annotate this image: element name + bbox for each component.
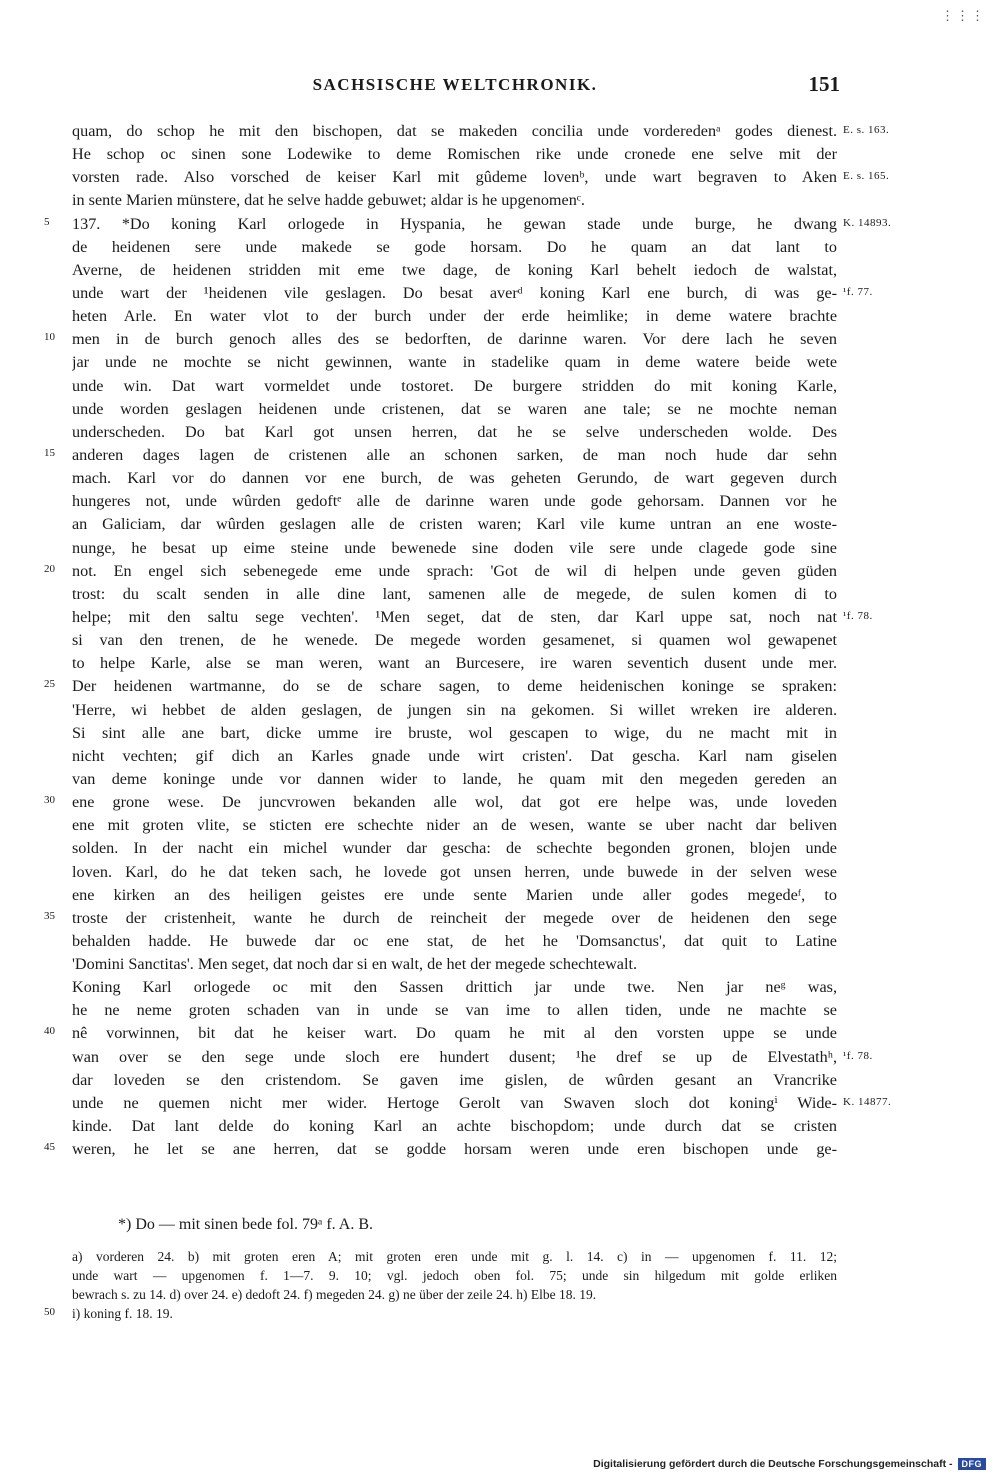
line-text: a) vorderen 24. b) mit groten eren A; mit groten eren unde mit g. l. 14. c) in — upgenomen f. 11. 12; <box>72 1249 837 1264</box>
text-line <box>0 213 1000 236</box>
text-line <box>0 884 1000 907</box>
margin-reference: ¹f. 78. <box>843 609 873 622</box>
text-line <box>0 814 1000 837</box>
margin-reference: K. 14877. <box>843 1095 892 1108</box>
line-text: Averne, de heidenen stridden mit eme twe dage, de koning Karl behelt iedoch de walstat, <box>72 260 837 279</box>
line-text: de heidenen sere unde makede se gode horsam. Do he quam an dat lant to <box>72 237 837 256</box>
line-number: 25 <box>44 678 55 691</box>
line-text: heten Arle. En water vlot to der burch under der erde heimlike; in deme watere brachte <box>72 307 837 326</box>
line-number: 30 <box>44 794 55 807</box>
margin-reference: ¹f. 77. <box>843 285 873 298</box>
text-line <box>0 421 1000 444</box>
line-text: 'Herre, wi hebbet de alden geslagen, de jungen sin na gekomen. Si willet wreken ire alderen. <box>72 700 837 719</box>
footnote-line <box>0 1285 1000 1304</box>
footnote-line <box>0 1304 1000 1323</box>
text-line <box>0 953 1000 976</box>
page-number: 151 <box>808 72 840 96</box>
line-text: to helpe Karle, alse se man weren, want an Burcesere, ire waren seventich dusent unde mer. <box>72 654 837 673</box>
line-text: wan over se den sege unde sloch ere hundert dusent; ¹he dref se up de Elvestathʰ, <box>72 1047 837 1066</box>
line-text: an Galiciam, dar wûrden geslagen alle de cristen waren; Karl vile kume untran an ene woste- <box>72 515 837 534</box>
text-line <box>0 1046 1000 1069</box>
text-line <box>0 166 1000 189</box>
text-line <box>0 467 1000 490</box>
line-text: weren, he let se ane herren, dat se godde horsam weren unde eren bischopen unde ge- <box>72 1140 837 1159</box>
line-text: hungeres not, unde wûrden gedoftᵉ alle de darinne waren unde gode gehorsam. Dannen vor he <box>72 492 837 511</box>
line-number: 5 <box>44 215 50 228</box>
line-number: 10 <box>44 331 55 344</box>
footnote-line <box>0 1247 1000 1266</box>
body-text <box>0 120 1000 1161</box>
line-text: helpe; mit den saltu sege vechten'. ¹Men seget, dat de sten, dar Karl uppe sat, noch nat <box>72 607 837 626</box>
line-text: unde ne quemen nicht mer wider. Hertoge Gerolt van Swaven sloch dot koningⁱ Wide- <box>72 1093 837 1112</box>
line-text: anderen dages lagen de cristenen alle an schonen sarken, de man noch hude dar sehn <box>72 445 837 464</box>
line-text: ene mit groten vlite, se sticten ere schechte nider an de wesen, wante se uber nacht dar beliven <box>72 816 837 835</box>
running-title: SACHSISCHE WELTCHRONIK. <box>312 75 598 94</box>
page-corner-mark: ⋮⋮⋮ <box>941 8 986 23</box>
line-text: trost: du scalt senden in alle dine lant, samenen alle de megede, de sulen komen di to <box>72 584 837 603</box>
line-text: He schop oc sinen sone Lodewike to deme Romischen rike unde cronede ene selve mit der <box>72 145 837 164</box>
text-line <box>0 629 1000 652</box>
text-line <box>0 305 1000 328</box>
footnotes <box>0 1247 1000 1323</box>
margin-reference: E. s. 163. <box>843 124 890 136</box>
text-line <box>0 282 1000 305</box>
line-text: solden. In der nacht ein michel wunder dar gescha: de schechte begonden gronen, blojen unde <box>72 839 837 858</box>
line-text: van deme koninge unde vor dannen wider to lande, he quam mit den megeden gereden an <box>72 769 837 788</box>
footer-text: Digitalisierung gefördert durch die Deutsche Forschungsgemeinschaft - <box>593 1458 953 1470</box>
text-line <box>0 513 1000 536</box>
line-text: underscheden. Do bat Karl got unsen herren, dat he se selve underscheden wolde. Des <box>72 422 837 441</box>
text-line <box>0 837 1000 860</box>
text-line <box>0 930 1000 953</box>
digitization-footer <box>593 1458 986 1470</box>
line-number: 50 <box>44 1306 55 1318</box>
line-text: in sente Marien münstere, dat he selve hadde gebuwet; aldar is he upgenomenᶜ. <box>72 191 585 210</box>
line-text: unde wart der ¹heidenen vile geslagen. Do besat averᵈ koning Karl ene burch, di was ge- <box>72 283 837 302</box>
line-text: nê vorwinnen, bit dat he keiser wart. Do quam he mit al den vorsten uppe se unde <box>72 1024 837 1043</box>
line-text: loven. Karl, do he dat teken sach, he lovede got unsen herren, unde buwede in der selven wese <box>72 862 837 881</box>
line-text: unde worden geslagen heidenen unde cristenen, dat se waren ane tale; se ne mochte neman <box>72 399 837 418</box>
text-line <box>0 398 1000 421</box>
text-line <box>0 999 1000 1022</box>
main-footnote: *) Do — mit sinen bede fol. 79ᵃ f. A. B. <box>118 1216 374 1233</box>
line-text: 'Domini Sanctitas'. Men seget, dat noch dar si en walt, de het der megede schechtewalt. <box>72 955 638 974</box>
text-line <box>0 768 1000 791</box>
line-number: 15 <box>44 446 55 459</box>
text-line <box>0 606 1000 629</box>
page-header <box>70 72 840 103</box>
text-line <box>0 791 1000 814</box>
margin-reference: E. s. 165. <box>843 170 890 183</box>
line-text: unde wart — upgenomen f. 1—7. 9. 10; vgl. jedoch oben fol. 75; unde sin hilgedum mit golde erliken <box>72 1268 837 1283</box>
text-line <box>0 745 1000 768</box>
line-number: 20 <box>44 562 55 575</box>
line-text: si van den trenen, de he wenede. De megede worden gesamenet, si quamen wol gewapenet <box>72 631 837 650</box>
line-text: nunge, he besat up eime steine unde bewenede sine doden vile sere unde clagede gode sine <box>72 538 837 557</box>
line-text: vorsten rade. Also vorsched de keiser Karl mit gûdeme lovenᵇ, unde wart begraven to Aken <box>72 168 837 187</box>
text-line <box>0 444 1000 467</box>
line-text: Si sint alle ane bart, dicke umme ire bruste, wol gescapen to wige, du ne macht mit in <box>72 723 837 742</box>
line-text: behalden hadde. He buwede dar oc ene stat, de het he 'Domsanctus', dat quit to Latine <box>72 931 837 950</box>
text-line <box>0 1092 1000 1115</box>
text-line <box>0 976 1000 999</box>
text-line <box>0 1138 1000 1161</box>
text-line <box>0 537 1000 560</box>
text-line <box>0 1022 1000 1045</box>
line-text: kinde. Dat lant delde do koning Karl an achte bischopdom; unde durch dat se cristen <box>72 1117 837 1136</box>
line-text: quam, do schop he mit den bischopen, dat se makeden concilia unde vorderedenᵃ godes dienest. <box>72 122 837 140</box>
text-line <box>0 722 1000 745</box>
text-line <box>0 652 1000 675</box>
text-line <box>0 560 1000 583</box>
dfg-logo: DFG <box>958 1458 987 1470</box>
text-line <box>0 375 1000 398</box>
text-line <box>0 1115 1000 1138</box>
line-text: Der heidenen wartmanne, do se de schare sagen, to deme heidenischen koninge se spraken: <box>72 677 837 696</box>
line-text: unde win. Dat wart vormeldet unde tostoret. De burgere stridden do mit koning Karle, <box>72 376 837 395</box>
text-line <box>0 861 1000 884</box>
text-line <box>0 143 1000 166</box>
line-text: men in de burch genoch alles des se bedorften, de darinne waren. Vor dere lach he seven <box>72 330 837 349</box>
text-line <box>0 189 1000 212</box>
line-text: i) koning f. 18. 19. <box>72 1306 173 1321</box>
margin-reference: ¹f. 78. <box>843 1049 873 1062</box>
line-text: nicht vechten; gif dich an Karles gnade unde wirt cristen'. Dat gescha. Karl nam giselen <box>72 746 837 765</box>
text-line <box>0 699 1000 722</box>
text-line <box>0 120 1000 143</box>
line-number: 45 <box>44 1141 55 1154</box>
text-line <box>0 328 1000 351</box>
line-text: not. En engel sich sebenegede eme unde sprach: 'Got de wil di helpen unde geven güden <box>72 561 837 580</box>
text-line <box>0 490 1000 513</box>
line-text: jar unde ne mochte se nicht gewinnen, wante in stadelike quam in deme watere beide wete <box>72 353 837 372</box>
line-number: 35 <box>44 909 55 922</box>
text-line <box>0 236 1000 259</box>
line-text: dar loveden se den cristendom. Se gaven ime gislen, de wûrden gesant an Vrancrike <box>72 1070 837 1089</box>
line-text: mach. Karl vor do dannen vor ene burch, de was geheten Gerundo, de wart gegeven durch <box>72 469 837 488</box>
line-text: Koning Karl orlogede oc mit den Sassen drittich jar unde twe. Nen jar neᵍ was, <box>72 978 837 997</box>
text-line <box>0 583 1000 606</box>
line-text: he ne neme groten schaden van in unde se van ime to allen tiden, unde ne machte se <box>72 1001 837 1020</box>
line-text: troste der cristenheit, wante he durch de reincheit der megede over de heidenen den sege <box>72 908 837 927</box>
text-line <box>0 351 1000 374</box>
text-line <box>0 907 1000 930</box>
line-text: ene grone wese. De juncvrowen bekanden alle wol, dat got ere helpe was, unde loveden <box>72 793 837 812</box>
line-text: bewrach s. zu 14. d) over 24. e) dedoft 24. f) megeden 24. g) ne über der zeile 24. h) Elbe 18. 19. <box>72 1287 597 1302</box>
text-line <box>0 675 1000 698</box>
footnote-line <box>0 1266 1000 1285</box>
text-line <box>0 259 1000 282</box>
line-text: ene kirken an des heiligen geistes ere unde sente Marien unde aller godes megedeᶠ, to <box>72 885 837 904</box>
line-number: 40 <box>44 1025 55 1038</box>
text-line <box>0 1069 1000 1092</box>
margin-reference: K. 14893. <box>843 216 892 229</box>
line-text: 137. *Do koning Karl orlogede in Hyspania, he gewan stade unde burge, he dwang <box>72 214 837 233</box>
